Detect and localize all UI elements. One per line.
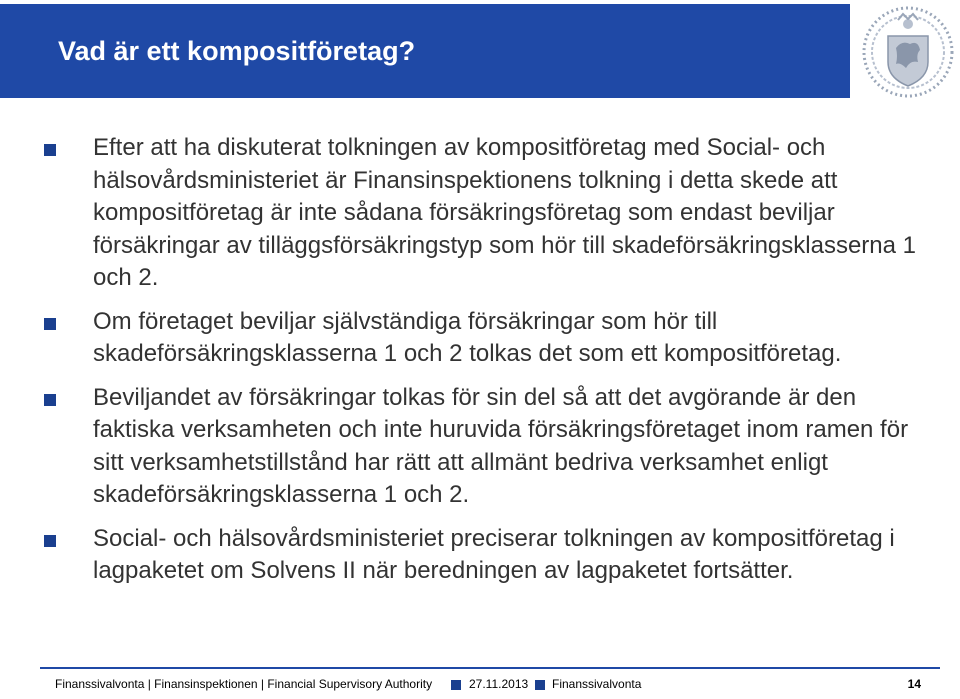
bullet-text: Beviljandet av försäkringar tolkas för sin del så att det avgörande är den faktiska verksamheten och inte huruvida försäkringsföretaget inom ramen för sitt verksamhetstillstånd har rätt att allmänt bedriva verksamhet enligt skadeförsäkringsklasserna 1 och 2. (93, 383, 909, 508)
square-bullet-icon (44, 144, 56, 156)
square-bullet-icon (44, 318, 56, 330)
square-bullet-icon (451, 680, 461, 690)
bullet-item (40, 523, 940, 588)
bullet-item (40, 306, 940, 371)
footer-organization: Finanssivalvonta | Finansinspektionen | Financial Supervisory Authority (55, 677, 433, 691)
page-number: 14 (907, 677, 921, 691)
bullet-text: Om företaget beviljar självständiga försäkringar som hör till skadeförsäkringsklasserna 1 och 2 tolkas det som ett kompositföretag. (93, 307, 842, 367)
square-bullet-icon (44, 394, 56, 406)
bullet-list (40, 132, 940, 599)
slide-title: Vad är ett kompositföretag? (58, 36, 416, 66)
title-bar (0, 4, 850, 98)
footer-date: 27.11.2013 (469, 677, 529, 691)
lion-emblem-icon (858, 2, 958, 102)
footer-section: Finanssivalvonta (552, 677, 642, 691)
bullet-item (40, 382, 940, 512)
slide-footer (55, 677, 935, 695)
square-bullet-icon (44, 535, 56, 547)
bullet-text: Efter att ha diskuterat tolkningen av kompositföretag med Social- och hälsovårdsministeriet är Finansinspektionens tolkning i detta skede att kompositföretag är inte sådana försäkringsföretag som endast beviljar försäkringar av tilläggsförsäkringstyp som hör till skadeförsäkringsklasserna 1 och 2. (93, 134, 917, 291)
bullet-text: Social- och hälsovårdsministeriet preciserar tolkningen av kompositföretag i lagpaketet om Solvens II när beredningen av lagpaketet fortsätter. (93, 524, 895, 584)
slide-header (0, 0, 960, 99)
square-bullet-icon (535, 680, 545, 690)
bullet-item (40, 132, 940, 295)
footer-divider (40, 667, 940, 669)
